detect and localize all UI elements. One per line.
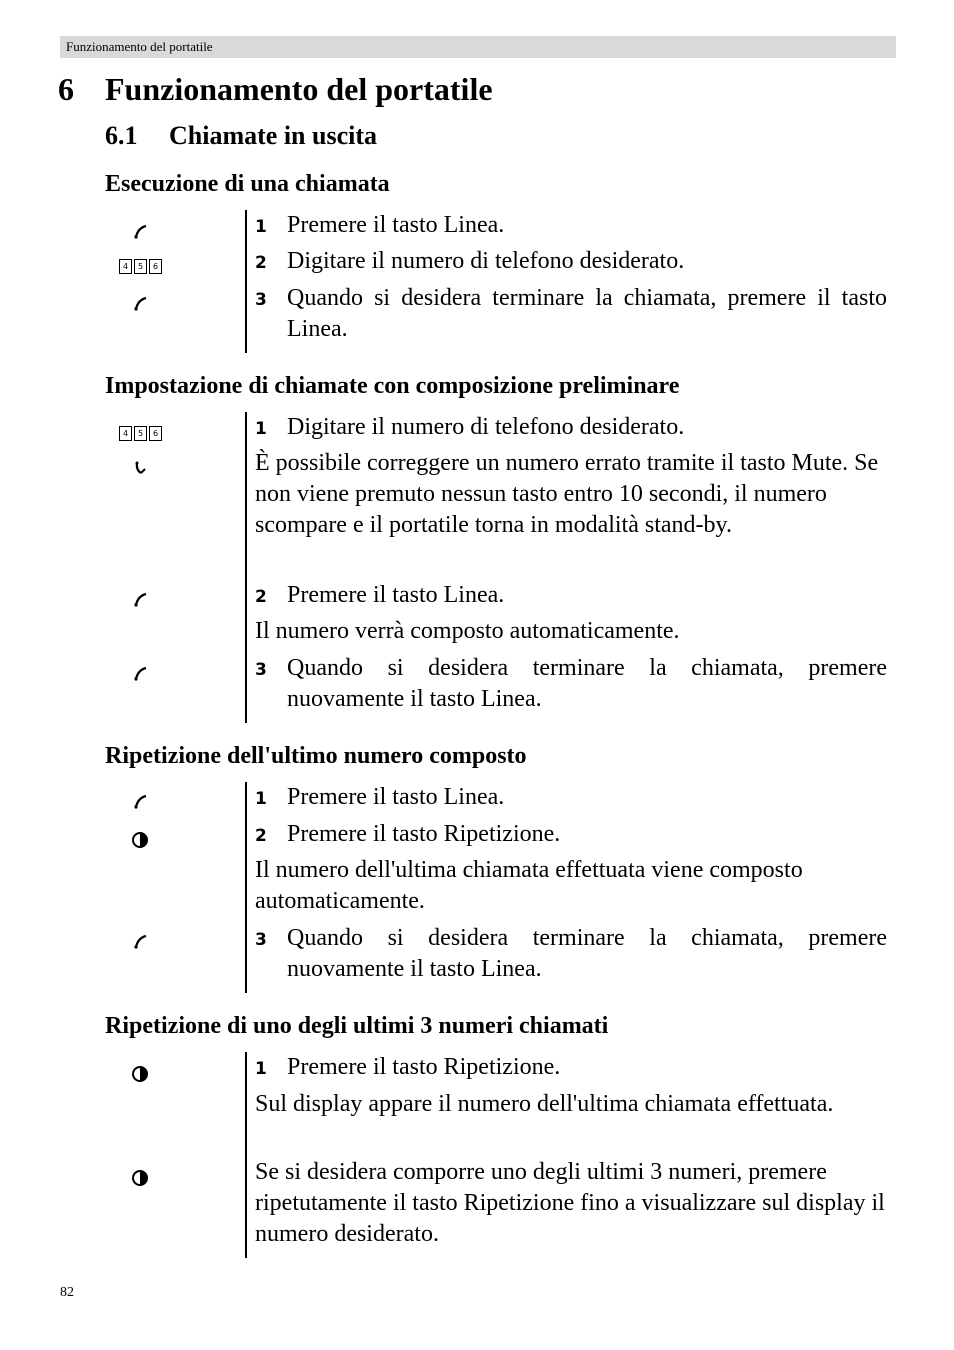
step-item xyxy=(255,246,887,277)
step-number: 3 xyxy=(255,930,267,950)
step-text: Quando si desidera terminare la chiamata, premere nuovamente il tasto Linea. xyxy=(287,925,887,982)
divider-line xyxy=(245,412,247,723)
section-title xyxy=(105,120,377,152)
redial-icon xyxy=(129,1169,151,1187)
step-number: 2 xyxy=(255,826,267,846)
divider-line xyxy=(245,1052,247,1258)
handset-icon xyxy=(133,224,149,240)
step-number: 2 xyxy=(255,587,267,607)
step-text: Premere il tasto Linea. xyxy=(287,212,505,238)
step-number: 1 xyxy=(255,789,267,809)
handset-icon xyxy=(133,794,149,810)
step-note: È possibile correggere un numero errato tramite il tasto Mute. Se non viene premuto nessun tasto entro 10 secondi, il numero scompare e il portatile torna in modalità stand-by. xyxy=(255,450,879,538)
step-note: Il numero verrà composto automaticamente. xyxy=(255,618,680,644)
step-item xyxy=(255,782,887,813)
section-number: 6.1 xyxy=(105,121,138,150)
page-number: 82 xyxy=(60,1285,74,1300)
step-item xyxy=(255,210,887,241)
keypad-icon xyxy=(119,426,162,441)
step-item xyxy=(255,1052,887,1083)
chapter-number: 6 xyxy=(58,71,74,107)
keypad-icon xyxy=(119,259,162,274)
step-number: 3 xyxy=(255,290,267,310)
chapter-title-text: Funzionamento del portatile xyxy=(105,71,493,107)
step-text: Premere il tasto Linea. xyxy=(287,582,505,608)
section-title-text: Chiamate in uscita xyxy=(169,121,377,150)
step-number: 1 xyxy=(255,419,267,439)
keypad-key: 5 xyxy=(134,426,147,441)
instruction-block-4 xyxy=(105,1052,905,1258)
handset-icon xyxy=(133,592,149,608)
step-text: Quando si desidera terminare la chiamata, premere nuovamente il tasto Linea. xyxy=(287,655,887,712)
keypad-key: 4 xyxy=(119,259,132,274)
step-item xyxy=(255,283,887,345)
handset-icon xyxy=(133,296,149,312)
instruction-block-3 xyxy=(105,782,905,993)
step-number: 1 xyxy=(255,217,267,237)
keypad-key: 4 xyxy=(119,426,132,441)
redial-icon xyxy=(129,831,151,849)
keypad-key: 6 xyxy=(149,259,162,274)
step-item xyxy=(255,580,887,611)
step-note: Sul display appare il numero dell'ultima chiamata effettuata. xyxy=(255,1091,834,1117)
step-text: Digitare il numero di telefono desiderato. xyxy=(287,414,685,440)
step-text: Premere il tasto Ripetizione. xyxy=(287,1054,561,1080)
step-note: Se si desidera comporre uno degli ultimi 3 numeri, premere ripetutamente il tasto Ripetizione fino a visualizzare sul display il numero desiderato. xyxy=(255,1159,885,1247)
step-number: 1 xyxy=(255,1059,267,1079)
running-header-title: Funzionamento del portatile xyxy=(66,39,213,54)
step-item xyxy=(255,923,887,985)
handset-icon xyxy=(133,934,149,950)
instruction-block-2 xyxy=(105,412,905,723)
step-note: Il numero dell'ultima chiamata effettuata viene composto automaticamente. xyxy=(255,857,803,914)
keypad-key: 5 xyxy=(134,259,147,274)
running-header xyxy=(60,36,896,58)
step-text: Quando si desidera terminare la chiamata, premere il tasto Linea. xyxy=(287,285,887,342)
subheading-esecuzione: Esecuzione di una chiamata xyxy=(105,171,390,197)
step-text: Premere il tasto Ripetizione. xyxy=(287,821,561,847)
instruction-block-1 xyxy=(105,210,905,353)
subheading-ultimo-numero: Ripetizione dell'ultimo numero composto xyxy=(105,743,527,769)
mute-icon xyxy=(133,460,149,483)
redial-icon xyxy=(129,1065,151,1083)
step-number: 3 xyxy=(255,660,267,680)
subheading-ultimi-3-numeri: Ripetizione di uno degli ultimi 3 numeri chiamati xyxy=(105,1013,609,1039)
step-item xyxy=(255,819,887,850)
step-text: Digitare il numero di telefono desiderato. xyxy=(287,248,685,274)
step-item xyxy=(255,653,887,715)
divider-line xyxy=(245,210,247,353)
keypad-key: 6 xyxy=(149,426,162,441)
chapter-title xyxy=(58,70,493,108)
step-item xyxy=(255,412,887,443)
step-text: Premere il tasto Linea. xyxy=(287,784,505,810)
divider-line xyxy=(245,782,247,993)
subheading-composizione-preliminare: Impostazione di chiamate con composizione preliminare xyxy=(105,373,680,399)
step-number: 2 xyxy=(255,253,267,273)
handset-icon xyxy=(133,666,149,682)
